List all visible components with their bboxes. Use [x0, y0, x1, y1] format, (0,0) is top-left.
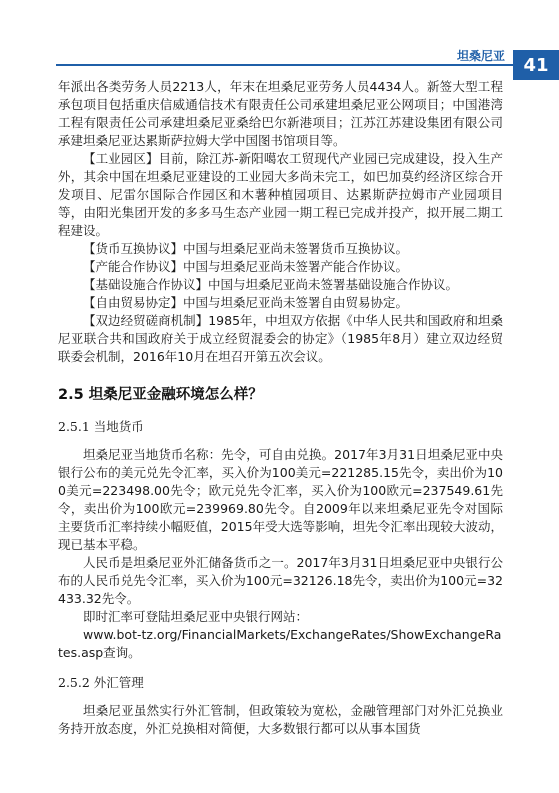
section-label: 坦桑尼亚 [456, 49, 505, 63]
section-heading: 2.5 坦桑尼亚金融环境怎么样？ [58, 387, 263, 403]
paragraph: 【产能合作协议】中国与坦桑尼亚尚未签署产能合作协议。 [83, 259, 409, 274]
paragraph: 【自由贸易协定】中国与坦桑尼亚尚未签署自由贸易协定。 [83, 295, 409, 310]
exchange-rate-url: www.bot-tz.org/FinancialMarkets/ExchangeRates/ShowExchangeRates.asp查询。 [58, 627, 502, 660]
paragraph: 即时汇率可登陆坦桑尼亚中央银行网站： [83, 609, 309, 624]
header-rule [56, 64, 513, 66]
subsection-heading: 2.5.2 外汇管理 [58, 675, 144, 690]
subsection-heading: 2.5.1 当地货币 [58, 419, 144, 434]
paragraph: 坦桑尼亚当地货币名称：先令，可自由兑换。2017年3月31日坦桑尼亚中央银行公布的美元兑先令汇率，买入价为100美元=221285.15先令，卖出价为100美元=223498.00先令；欧元兑先令汇率，买入价为100欧元=237549.61先令，卖出价为100欧元=239969.80先令。自2009年以来坦桑尼亚先令对国际主要货币汇率持续小幅贬值，2015年受大选等影响，坦先令汇率出现较大波动，现已基本平稳。 [58, 447, 503, 552]
page-number: 41 [513, 50, 559, 80]
paragraph: 【基础设施合作协议】中国与坦桑尼亚尚未签署基础设施合作协议。 [83, 277, 459, 292]
paragraph: 【双边经贸磋商机制】1985年，中坦双方依据《中华人民共和国政府和坦桑尼亚联合共和国政府关于成立经贸混委会的协定》（1985年8月）建立双边经贸联委会机制，2016年10月在坦召开第五次会议。 [58, 313, 503, 364]
paragraph: 年派出各类劳务人员2213人，年末在坦桑尼亚劳务人员4434人。新签大型工程承包项目包括重庆信威通信技术有限责任公司承建坦桑尼亚公网项目；中国港湾工程有限责任公司承建坦桑尼亚桑给巴尔新港项目；江苏江苏建设集团有限公司承建坦桑尼亚达累斯萨拉姆大学中国图书馆项目等。 [58, 79, 503, 148]
paragraph: 【工业园区】目前，除江苏-新阳噶农工贸现代产业园已完成建设，投入生产外，其余中国在坦桑尼亚建设的工业园大多尚未完工，如巴加莫约经济区综合开发项目、尼雷尔国际合作园区和木薯种植园项目、达累斯萨拉姆市产业园项目等，由阳光集团开发的多多马生态产业园一期工程已完成并投产，拟开展二期工程建设。 [58, 151, 503, 238]
page-content [58, 78, 503, 738]
paragraph: 【货币互换协议】中国与坦桑尼亚尚未签署货币互换协议。 [83, 241, 409, 256]
paragraph: 人民币是坦桑尼亚外汇储备货币之一。2017年3月31日坦桑尼亚中央银行公布的人民币兑先令汇率，买入价为100元=32126.18先令，卖出价为100元=32433.32先令。 [58, 555, 503, 606]
page-header [0, 0, 559, 80]
paragraph: 坦桑尼亚虽然实行外汇管制，但政策较为宽松，金融管理部门对外汇兑换业务持开放态度，外汇兑换相对简便，大多数银行都可以从事本国货 [58, 703, 503, 736]
